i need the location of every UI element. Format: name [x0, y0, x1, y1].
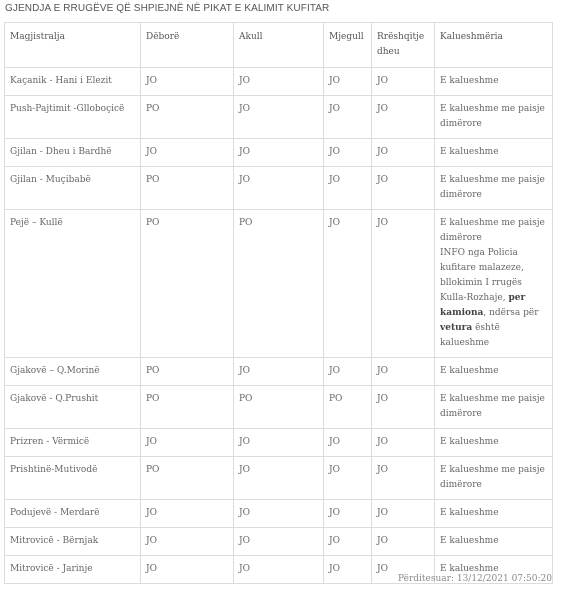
table-row — [5, 358, 553, 386]
passability-cell: E kalueshme — [435, 358, 553, 386]
ice-cell: JO — [234, 167, 324, 210]
ice-cell: PO — [234, 210, 324, 358]
landslide-cell: JO — [372, 210, 435, 358]
road-name: Gjilan - Dheu i Bardhë — [5, 139, 141, 167]
passability-cell: E kalueshme — [435, 68, 553, 96]
col-header-fog: Mjegull — [324, 23, 372, 68]
landslide-cell: JO — [372, 167, 435, 210]
fog-cell: JO — [324, 556, 372, 584]
ice-cell: JO — [234, 528, 324, 556]
fog-cell: JO — [324, 96, 372, 139]
passability-cell: E kalueshme — [435, 556, 553, 584]
snow-cell: JO — [141, 528, 234, 556]
police-info-note: INFO nga Policia kufitare malazeze, bllokimin I rrugës Kulla-Rozhaje, — [440, 248, 524, 303]
landslide-cell: JO — [372, 457, 435, 500]
landslide-cell: JO — [372, 96, 435, 139]
landslide-cell: JO — [372, 500, 435, 528]
ice-cell: JO — [234, 68, 324, 96]
fog-cell: JO — [324, 139, 372, 167]
road-name: Gjilan - Muçibabë — [5, 167, 141, 210]
table-row — [5, 500, 553, 528]
passability-status: E kalueshme me paisje dimërore — [440, 218, 545, 243]
passability-cell: E kalueshme — [435, 528, 553, 556]
landslide-cell: JO — [372, 429, 435, 457]
ice-cell: JO — [234, 429, 324, 457]
passability-cell: E kalueshme — [435, 139, 553, 167]
passability-cell: E kalueshme me paisje dimërore — [435, 167, 553, 210]
fog-cell: JO — [324, 210, 372, 358]
ice-cell: JO — [234, 358, 324, 386]
road-name: Gjakovë – Q.Morinë — [5, 358, 141, 386]
col-header-landslide: Rrëshqitje dheu — [372, 23, 435, 68]
snow-cell: PO — [141, 96, 234, 139]
landslide-cell: JO — [372, 139, 435, 167]
snow-cell: JO — [141, 500, 234, 528]
fog-cell: JO — [324, 429, 372, 457]
col-header-snow: Dëborë — [141, 23, 234, 68]
table-row — [5, 429, 553, 457]
road-name: Gjakovë - Q.Prushit — [5, 386, 141, 429]
table-row — [5, 68, 553, 96]
fog-cell: PO — [324, 386, 372, 429]
table-row — [5, 528, 553, 556]
snow-cell: PO — [141, 210, 234, 358]
road-name: Prizren - Vërmicë — [5, 429, 141, 457]
fog-cell: JO — [324, 500, 372, 528]
note-text-mid: , ndërsa për — [483, 308, 539, 318]
table-row — [5, 139, 553, 167]
last-updated-timestamp: Përditesuar: 13/12/2021 07:50:20 — [398, 574, 552, 584]
road-name: Pejë – Kullë — [5, 210, 141, 358]
snow-cell: PO — [141, 167, 234, 210]
landslide-cell: JO — [372, 556, 435, 584]
fog-cell: JO — [324, 457, 372, 500]
road-name: Prishtinë-Mutivodë — [5, 457, 141, 500]
passability-cell: E kalueshme — [435, 500, 553, 528]
road-name: Kaçanik - Hani i Elezit — [5, 68, 141, 96]
road-conditions-table — [4, 22, 553, 584]
ice-cell: JO — [234, 457, 324, 500]
ice-cell: JO — [234, 500, 324, 528]
ice-cell: JO — [234, 556, 324, 584]
fog-cell: JO — [324, 358, 372, 386]
table-row — [5, 386, 553, 429]
landslide-cell: JO — [372, 358, 435, 386]
table-row — [5, 457, 553, 500]
landslide-cell: JO — [372, 528, 435, 556]
passability-cell: E kalueshme me paisje dimërore — [435, 457, 553, 500]
col-header-road: Magjistralja — [5, 23, 141, 68]
passability-cell: E kalueshme me paisje dimërore — [435, 96, 553, 139]
passability-cell — [435, 210, 553, 358]
table-header-row — [5, 23, 553, 68]
table-row — [5, 96, 553, 139]
landslide-cell: JO — [372, 386, 435, 429]
trucks-emphasis: per kamiona — [440, 293, 526, 318]
table-row — [5, 210, 553, 358]
snow-cell: JO — [141, 429, 234, 457]
col-header-ice: Akull — [234, 23, 324, 68]
snow-cell: PO — [141, 386, 234, 429]
snow-cell: JO — [141, 556, 234, 584]
road-name: Mitrovicë - Bërnjak — [5, 528, 141, 556]
road-name: Mitrovicë - Jarinje — [5, 556, 141, 584]
road-name: Podujevë - Merdarë — [5, 500, 141, 528]
road-name: Push-Pajtimit -Glloboçicë — [5, 96, 141, 139]
snow-cell: JO — [141, 139, 234, 167]
passability-cell: E kalueshme — [435, 429, 553, 457]
cars-emphasis: vetura — [440, 323, 473, 333]
snow-cell: PO — [141, 457, 234, 500]
snow-cell: JO — [141, 68, 234, 96]
landslide-cell: JO — [372, 68, 435, 96]
col-header-passability: Kalueshmëria — [435, 23, 553, 68]
ice-cell: PO — [234, 386, 324, 429]
note-text-end: është kalueshme — [440, 323, 500, 348]
passability-cell: E kalueshme me paisje dimërore — [435, 386, 553, 429]
table-row — [5, 167, 553, 210]
snow-cell: PO — [141, 358, 234, 386]
page-title: GJENDJA E RRUGËVE QË SHPIEJNË NË PIKAT E KALIMIT KUFITAR — [5, 3, 330, 14]
ice-cell: JO — [234, 96, 324, 139]
fog-cell: JO — [324, 68, 372, 96]
ice-cell: JO — [234, 139, 324, 167]
fog-cell: JO — [324, 528, 372, 556]
fog-cell: JO — [324, 167, 372, 210]
